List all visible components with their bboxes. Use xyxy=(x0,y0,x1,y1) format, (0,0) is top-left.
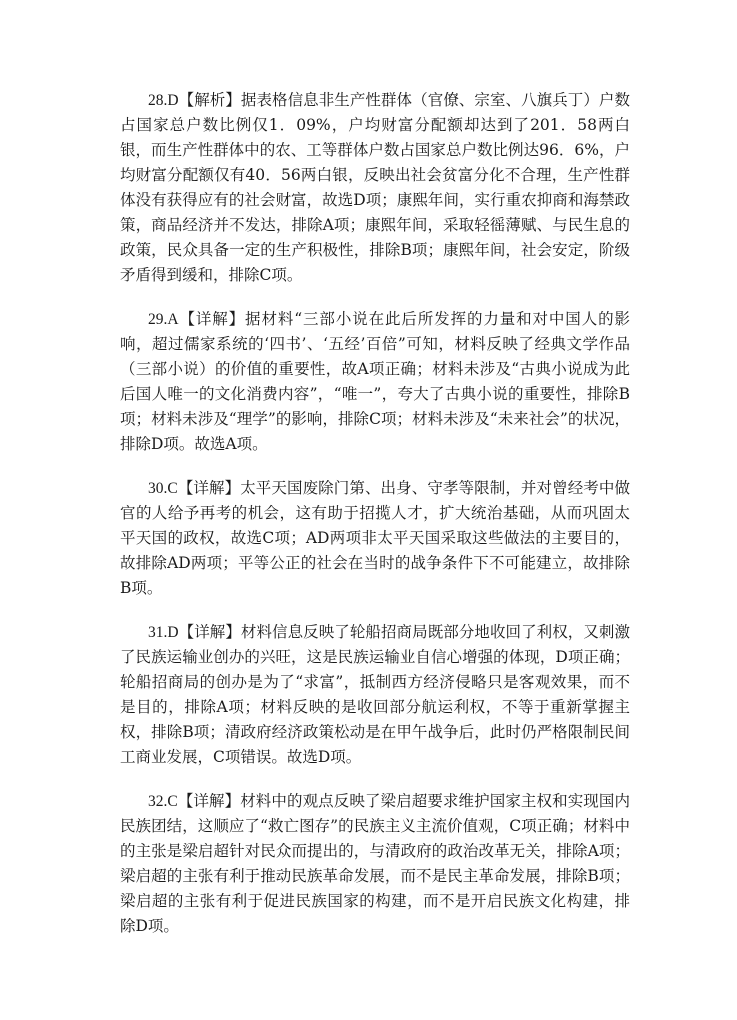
explanation-text: 据材料“三部小说在此后所发挥的力量和对中国人的影响，超过儒家系统的‘四书’、‘五经’百倍”可知，材料反映了经典文学作品（三部小说）的价值的重要性，故A项正确；材料未涉及“古典小说成为此后国人唯一的文化消费内容”，“唯一”，夸大了古典小说的重要性，排除B项；材料未涉及“理学”的影响，排除C项；材料未涉及“未来社会”的状况，排除D项。故选A项。 xyxy=(120,310,630,453)
explanation-text: 材料信息反映了轮船招商局既部分地收回了利权，又刺激了民族运输业创办的兴旺，这是民族运输业自信心增强的体现，D项正确；轮船招商局的创办是为了“求富”，抵制西方经济侵略只是客观效果，而不是目的，排除A项；材料反映的是收回部分航运利权，不等于重新掌握主权，排除B项；清政府经济政策松动是在甲午战争后，此时仍严格限制民间工商业发展，C项错误。故选D项。 xyxy=(120,623,630,766)
question-number: 31.D xyxy=(148,624,179,641)
question-number: 28.D xyxy=(148,92,179,109)
explanation-tag: 【详解】 xyxy=(177,792,241,810)
answer-explanations xyxy=(120,88,630,958)
explanation-tag: 【详解】 xyxy=(177,479,241,497)
question-number: 29.A xyxy=(148,311,179,328)
answer-paragraph-31 xyxy=(120,620,630,770)
question-number: 30.C xyxy=(148,480,178,497)
explanation-text: 材料中的观点反映了梁启超要求维护国家主权和实现国内民族团结，这顺应了“救亡图存”的民族主义主流价值观，C项正确；材料中的主张是梁启超针对民众而提出的，与清政府的政治改革无关，排除A项；梁启超的主张有利于推动民族革命发展，而不是民主革命发展，排除B项；梁启超的主张有利于促进民族国家的构建，而不是开启民族文化构建，排除D项。 xyxy=(120,792,630,935)
answer-paragraph-30 xyxy=(120,476,630,601)
answer-paragraph-28 xyxy=(120,88,630,288)
question-number: 32.C xyxy=(148,793,178,810)
explanation-tag: 【详解】 xyxy=(178,310,246,328)
answer-paragraph-32 xyxy=(120,789,630,939)
explanation-text: 太平天国废除门第、出身、守孝等限制，并对曾经考中做官的人给予再考的机会，这有助于招揽人才，扩大统治基础，从而巩固太平天国的政权，故选C项；AD两项非太平天国采取这些做法的主要目的，故排除AD两项；平等公正的社会在当时的战争条件下不可能建立，故排除B项。 xyxy=(120,479,630,597)
answer-paragraph-29 xyxy=(120,307,630,457)
explanation-tag: 【解析】 xyxy=(178,91,241,109)
explanation-tag: 【详解】 xyxy=(178,623,241,641)
explanation-text: 据表格信息非生产性群体（官僚、宗室、八旗兵丁）户数占国家总户数比例仅1．09%，户均财富分配额却达到了201．58两白银，而生产性群体中的农、工等群体户数占国家总户数比例达96．6%，户均财富分配额仅有40．56两白银，反映出社会贫富分化不合理，生产性群体没有获得应有的社会财富，故选D项；康熙年间，实行重农抑商和海禁政策，商品经济并不发达，排除A项；康熙年间，采取轻徭薄赋、与民生息的政策，民众具备一定的生产积极性，排除B项；康熙年间，社会安定，阶级矛盾得到缓和，排除C项。 xyxy=(120,91,630,284)
